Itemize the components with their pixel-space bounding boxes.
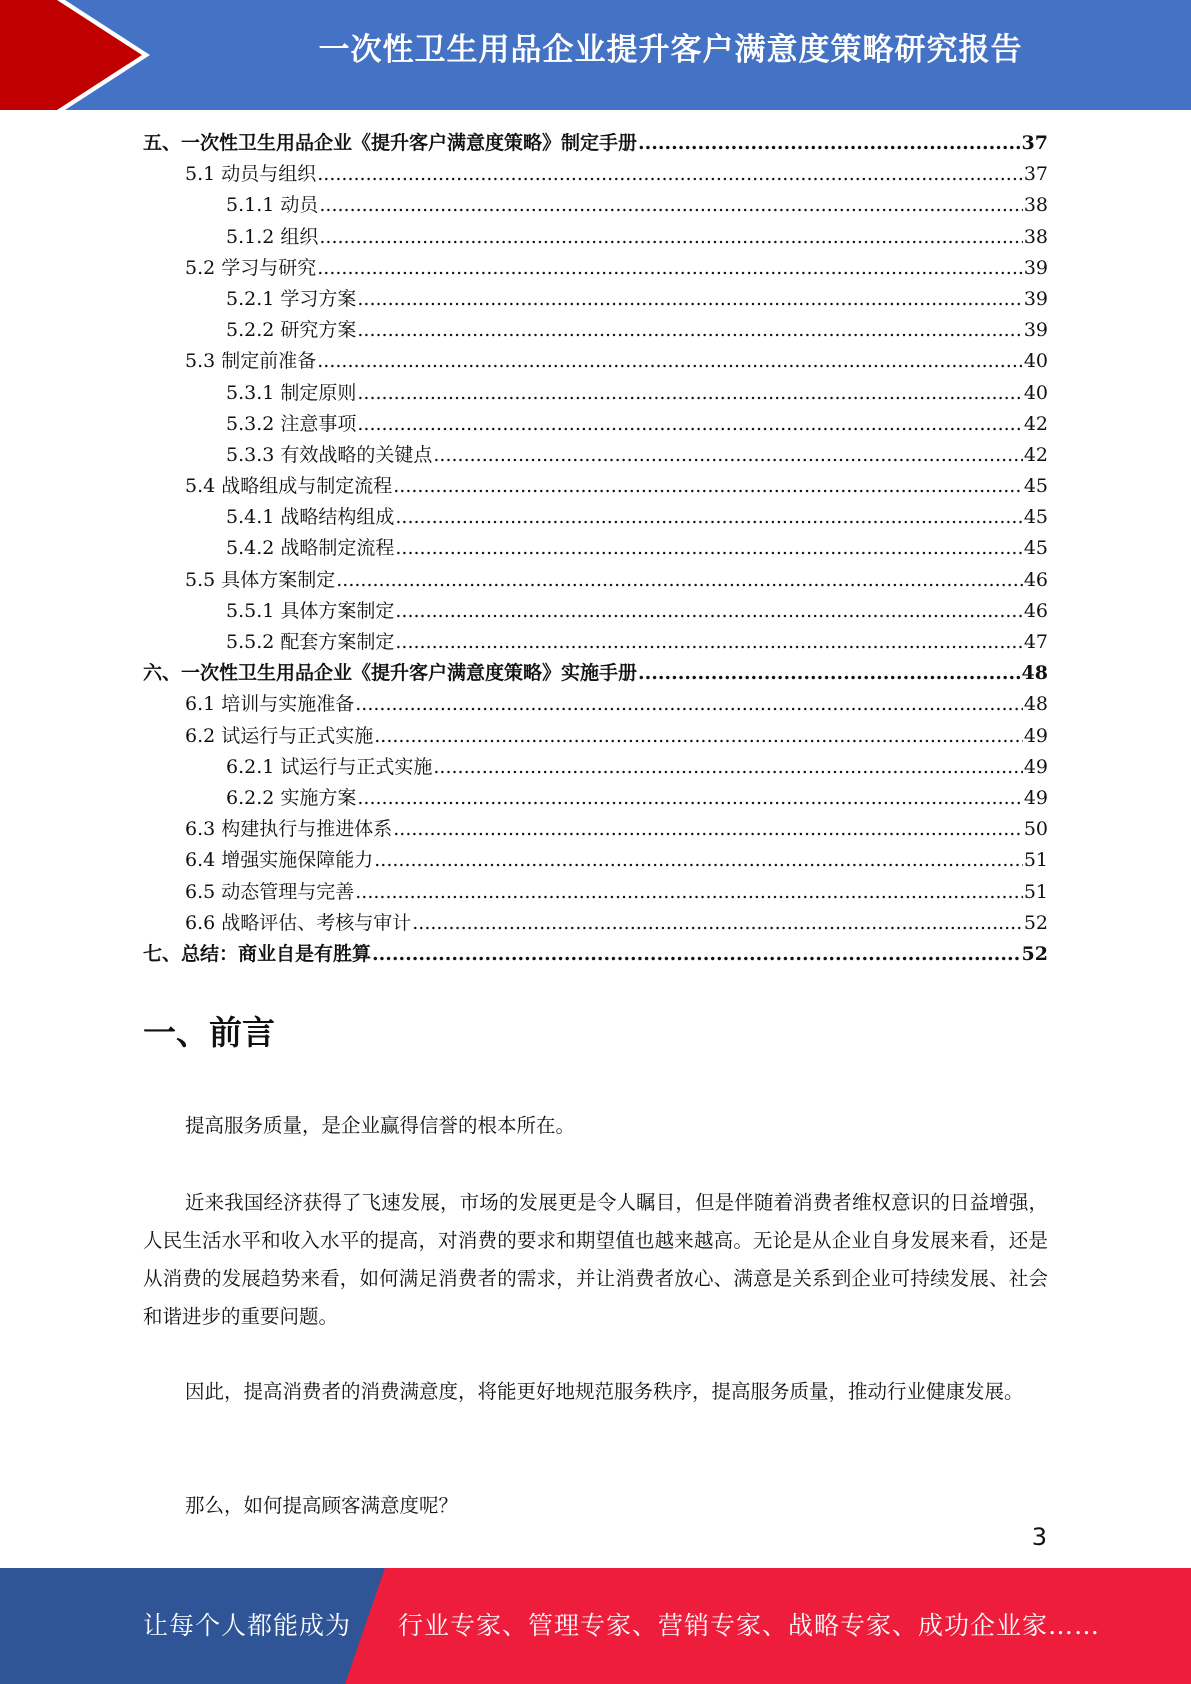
toc-entry-page: 49 [1023, 786, 1048, 809]
section-heading: 一、前言 [143, 1013, 275, 1052]
toc-entry-label: 6.4 增强实施保障能力 [185, 849, 374, 872]
toc-dot-leader [395, 502, 1022, 533]
toc-entry-page: 45 [1023, 537, 1048, 560]
toc-entry[interactable] [143, 565, 1048, 596]
toc-entry-page: 50 [1023, 818, 1048, 841]
toc-entry-label: 5.1.1 动员 [226, 194, 319, 217]
toc-entry-page: 46 [1023, 568, 1048, 591]
toc-entry-page: 39 [1023, 287, 1048, 310]
toc-entry[interactable] [143, 939, 1048, 970]
toc-entry-page: 48 [1023, 693, 1048, 716]
toc-entry[interactable] [143, 409, 1048, 440]
toc-entry-label: 五、一次性卫生用品企业《提升客户满意度策略》制定手册 [143, 132, 638, 154]
toc-entry-page: 39 [1023, 319, 1048, 342]
toc-entry-label: 5.4.1 战略结构组成 [226, 506, 395, 529]
toc-entry-page: 39 [1023, 256, 1048, 279]
toc-dot-leader [433, 752, 1022, 783]
toc-dot-leader [638, 658, 1021, 689]
page-footer [0, 1568, 1191, 1684]
toc-dot-leader [357, 378, 1022, 409]
toc-dot-leader [357, 783, 1022, 814]
toc-entry-label: 5.4.2 战略制定流程 [226, 537, 395, 560]
toc-entry-page: 51 [1023, 849, 1048, 872]
toc-entry[interactable] [143, 814, 1048, 845]
toc-entry-label: 5.4 战略组成与制定流程 [185, 475, 393, 498]
toc-entry[interactable] [143, 908, 1048, 939]
toc-entry[interactable] [143, 752, 1048, 783]
toc-entry[interactable] [143, 253, 1048, 284]
paragraph-2: 近来我国经济获得了飞速发展，市场的发展更是令人瞩目，但是伴随着消费者维权意识的日益增强，人民生活水平和收入水平的提高，对消费的要求和期望值也越来越高。无论是从企业自身发展来看，还是从消费的发展趋势来看，如何满足消费者的需求，并让消费者放心、满意是关系到企业可持续发展、社会和谐进步的重要问题。 [143, 1191, 1048, 1328]
toc-entry[interactable] [143, 159, 1048, 190]
toc-entry-label: 5.2.1 学习方案 [226, 287, 357, 310]
toc-entry[interactable] [143, 471, 1048, 502]
toc-dot-leader [393, 471, 1023, 502]
toc-entry-label: 5.5.2 配套方案制定 [226, 631, 395, 653]
toc-dot-leader [393, 814, 1023, 845]
toc-entry[interactable] [143, 596, 1048, 627]
toc-entry-label: 6.5 动态管理与完善 [185, 880, 355, 903]
toc-entry[interactable] [143, 315, 1048, 346]
toc-entry-page: 47 [1023, 631, 1048, 653]
paragraph-3: 因此，提高消费者的消费满意度，将能更好地规范服务秩序，提高服务质量，推动行业健康发展。 [185, 1380, 1024, 1403]
toc-dot-leader [638, 128, 1021, 159]
toc-entry-page: 42 [1023, 443, 1048, 466]
toc-entry-label: 6.6 战略评估、考核与审计 [185, 911, 412, 934]
toc-dot-leader [357, 284, 1022, 315]
toc-dot-leader [319, 222, 1022, 253]
toc-entry-page: 45 [1023, 506, 1048, 529]
toc-dot-leader [412, 908, 1023, 939]
toc-entry[interactable] [143, 222, 1048, 253]
toc-dot-leader [317, 159, 1023, 190]
toc-entry-page: 37 [1021, 132, 1048, 154]
toc-entry[interactable] [143, 658, 1048, 689]
toc-dot-leader [357, 315, 1022, 346]
toc-entry[interactable] [143, 346, 1048, 377]
toc-entry[interactable] [143, 440, 1048, 471]
page-number: 3 [1031, 1523, 1047, 1551]
toc-dot-leader [317, 253, 1023, 284]
toc-entry-label: 5.2.2 研究方案 [226, 319, 357, 342]
toc-entry[interactable] [143, 284, 1048, 315]
footer-slogan-left: 让每个人都能成为 [143, 1611, 352, 1640]
toc-entry-label: 6.2.1 试运行与正式实施 [226, 755, 433, 778]
toc-dot-leader [357, 409, 1022, 440]
toc-entry[interactable] [143, 721, 1048, 752]
toc-entry-page: 37 [1023, 163, 1048, 186]
toc-entry-label: 5.2 学习与研究 [185, 256, 317, 279]
toc-entry[interactable] [143, 877, 1048, 908]
toc-entry-label: 5.3 制定前准备 [185, 350, 317, 373]
toc-dot-leader [374, 845, 1023, 876]
toc-entry-page: 45 [1023, 475, 1048, 498]
toc-entry-label: 5.1 动员与组织 [185, 163, 317, 186]
table-of-contents [143, 128, 1048, 970]
toc-entry-label: 5.5 具体方案制定 [185, 568, 336, 591]
paragraph-4: 那么，如何提高顾客满意度呢？ [185, 1494, 459, 1517]
toc-dot-leader [395, 627, 1022, 658]
toc-entry[interactable] [143, 128, 1048, 159]
toc-entry-label: 七、总结：商业自是有胜算 [143, 942, 372, 965]
toc-dot-leader [372, 939, 1021, 970]
toc-dot-leader [374, 721, 1023, 752]
toc-entry-page: 51 [1023, 880, 1048, 903]
toc-dot-leader [433, 440, 1022, 471]
toc-entry-page: 48 [1021, 662, 1048, 685]
toc-entry-page: 38 [1023, 225, 1048, 248]
toc-entry-label: 6.1 培训与实施准备 [185, 693, 355, 716]
toc-entry-label: 6.2.2 实施方案 [226, 786, 357, 809]
toc-entry-page: 40 [1023, 381, 1048, 404]
toc-entry-page: 38 [1023, 194, 1048, 217]
toc-entry-page: 49 [1023, 755, 1048, 778]
toc-entry-page: 49 [1023, 724, 1048, 747]
toc-entry[interactable] [143, 845, 1048, 876]
toc-entry-label: 5.5.1 具体方案制定 [226, 599, 395, 622]
toc-entry[interactable] [143, 783, 1048, 814]
toc-entry-page: 52 [1023, 911, 1048, 934]
toc-entry-page: 46 [1023, 599, 1048, 622]
toc-entry-label: 6.2 试运行与正式实施 [185, 724, 374, 747]
toc-dot-leader [395, 596, 1022, 627]
toc-entry-page: 42 [1023, 412, 1048, 435]
toc-entry[interactable] [143, 502, 1048, 533]
page-header [0, 0, 1191, 110]
toc-dot-leader [355, 877, 1023, 908]
toc-entry[interactable] [143, 533, 1048, 564]
footer-slogan-right: 行业专家、管理专家、营销专家、战略专家、成功企业家…… [398, 1611, 1101, 1640]
toc-entry-label: 六、一次性卫生用品企业《提升客户满意度策略》实施手册 [143, 662, 638, 685]
toc-entry-label: 6.3 构建执行与推进体系 [185, 818, 393, 841]
toc-dot-leader [319, 190, 1022, 221]
paragraph-1: 提高服务质量，是企业赢得信誉的根本所在。 [185, 1114, 576, 1137]
toc-dot-leader [355, 689, 1023, 720]
toc-dot-leader [395, 533, 1022, 564]
toc-entry[interactable] [143, 378, 1048, 409]
toc-entry-label: 5.3.3 有效战略的关键点 [226, 443, 433, 466]
toc-dot-leader [336, 565, 1023, 596]
toc-entry-label: 5.3.1 制定原则 [226, 381, 357, 404]
toc-entry-page: 40 [1023, 350, 1048, 373]
toc-entry-label: 5.1.2 组织 [226, 225, 319, 248]
toc-entry[interactable] [143, 190, 1048, 221]
toc-entry[interactable] [143, 689, 1048, 720]
toc-entry[interactable] [143, 627, 1048, 658]
toc-entry-label: 5.3.2 注意事项 [226, 412, 357, 435]
toc-entry-page: 52 [1021, 942, 1048, 965]
toc-dot-leader [317, 346, 1023, 377]
report-title: 一次性卫生用品企业提升客户满意度策略研究报告 [318, 32, 1023, 68]
